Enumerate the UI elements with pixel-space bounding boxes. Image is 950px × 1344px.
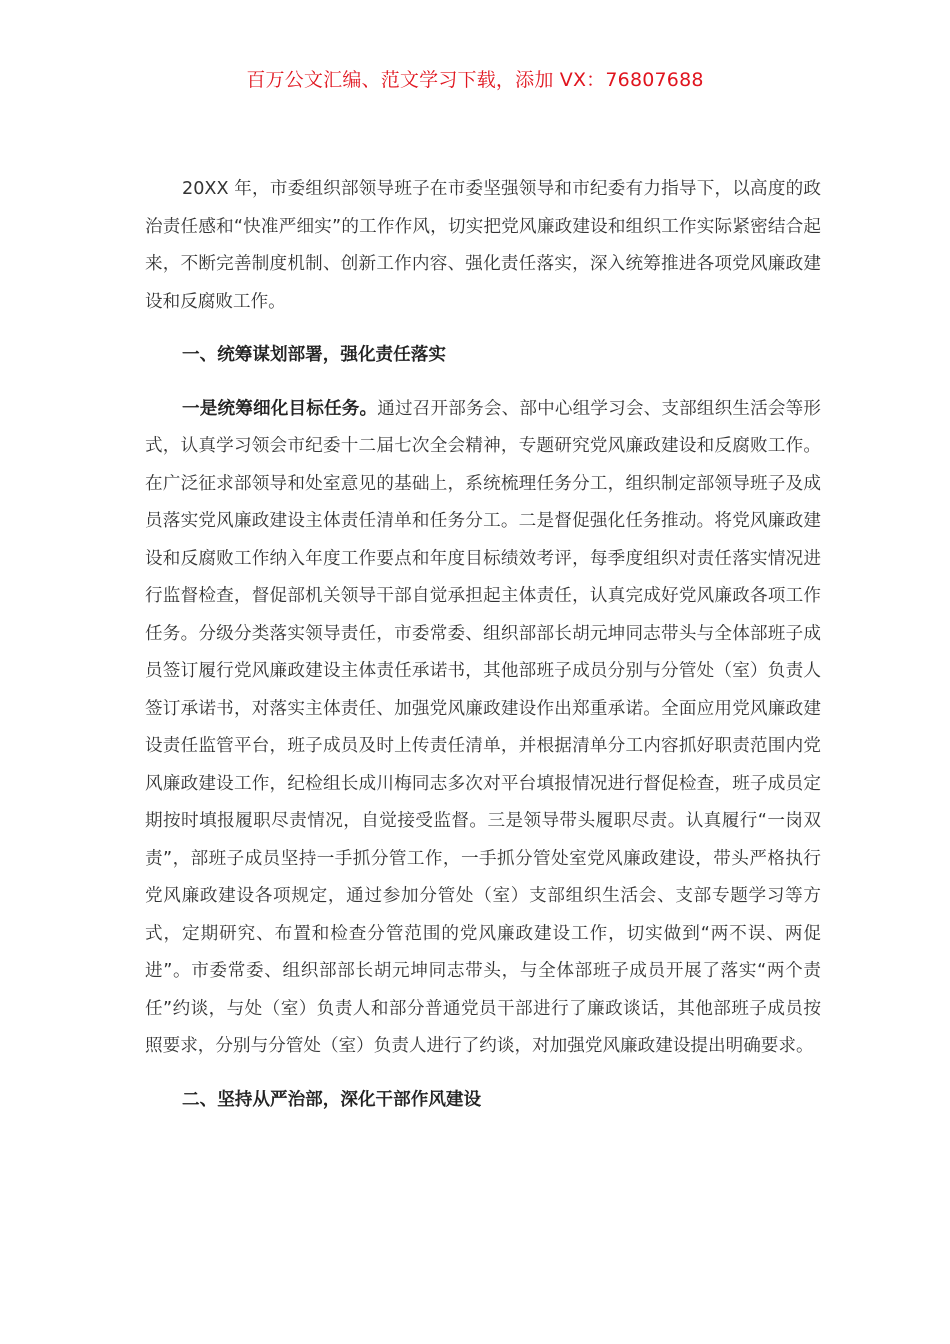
section-heading-2: 二、坚持从严治部，深化干部作风建设 [182, 1089, 482, 1110]
paragraph-body: 通过召开部务会、部中心组学习会、支部组织生活会等形式，认真学习领会市纪委十二届七次全会精神，专题研究党风廉政建设和反腐败工作。在广泛征求部领导和处室意见的基础上，系统梳理任务分工，组织制定部领导班子及成员落实党风廉政建设主体责任清单和任务分工。二是督促强化任务推动。将党风廉政建设和反腐败工作纳入年度工作要点和年度目标绩效考评，每季度组织对责任落实情况进行监督检查，督促部机关领导干部自觉承担起主体责任，认真完成好党风廉政各项工作任务。分级分类落实领导责任，市委常委、组织部部长胡元坤同志带头与全体部班子成员签订履行党风廉政建设主体责任承诺书，其他部班子成员分别与分管处（室）负责人签订承诺书，对落实主体责任、加强党风廉政建设作出郑重承诺。全面应用党风廉政建设责任监管平台，班子成员及时上传责任清单，并根据清单分工内容抓好职责范围内党风廉政建设工作，纪检组长成川梅同志多次对平台填报情况进行督促检查，班子成员定期按时填报履职尽责情况，自觉接受监督。三是领导带头履职尽责。认真履行“一岗双责”，部班子成员坚持一手抓分管工作，一手抓分管处室党风廉政建设，带头严格执行党风廉政建设各项规定，通过参加分管处（室）支部组织生活会、支部专题学习等方式，定期研究、布置和检查分管范围的党风廉政建设工作，切实做到“两不误、两促进”。市委常委、组织部部长胡元坤同志带头，与全体部班子成员开展了落实“两个责任”约谈，与处（室）负责人和部分普通党员干部进行了廉政谈话，其他部班子成员按照要求，分别与分管处（室）负责人进行了约谈，对加强党风廉政建设提出明确要求。 [145, 398, 821, 1056]
section-heading-1: 一、统筹谋划部署，强化责任落实 [182, 345, 446, 365]
watermark-banner: 百万公文汇编、范文学习下载，添加 VX：76807688 [246, 69, 704, 91]
paragraph-lead: 一是统筹细化目标任务。 [182, 398, 378, 419]
intro-paragraph: 20XX 年，市委组织部领导班子在市委坚强领导和市纪委有力指导下，以高度的政治责任感和“快准严细实”的工作作风，切实把党风廉政建设和组织工作实际紧密结合起来，不断完善制度机制、创新工作内容、强化责任落实，深入统筹推进各项党风廉政建设和反腐败工作。 [145, 179, 821, 312]
document-body [145, 171, 821, 1119]
section-1-paragraph [145, 391, 821, 1066]
